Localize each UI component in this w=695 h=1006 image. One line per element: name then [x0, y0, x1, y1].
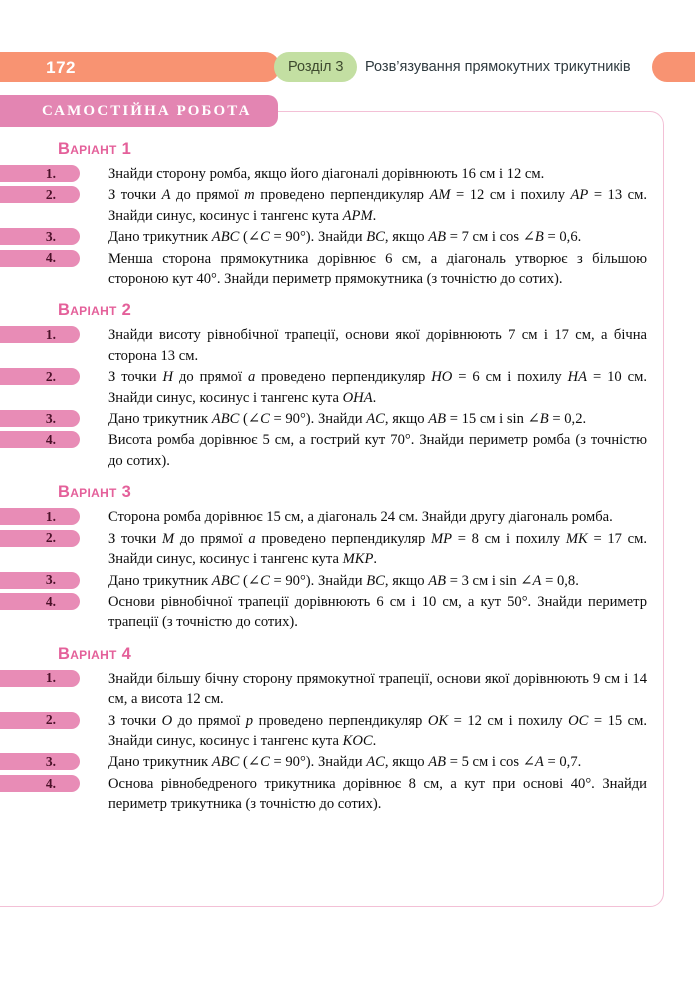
- task-number-badge: [0, 368, 80, 385]
- task-item: [0, 227, 695, 247]
- task-number: 2.: [45, 712, 56, 728]
- task-item: [0, 325, 695, 366]
- task-number: 1.: [45, 165, 56, 181]
- task-number-badge: [0, 326, 80, 343]
- chapter-pill: [274, 52, 357, 82]
- variant-block: [0, 483, 695, 632]
- task-item: [0, 430, 695, 471]
- chapter-pill-label: Розділ 3: [288, 58, 344, 75]
- task-number: 3.: [45, 572, 56, 588]
- task-item: [0, 249, 695, 290]
- task-number-badge: [0, 186, 80, 203]
- task-text: Дано трикутник ABC (∠C = 90°). Знайди AC, якщо AB = 5 см і cos ∠A = 0,7.: [108, 754, 582, 771]
- task-number: 1.: [45, 670, 56, 686]
- task-text: Менша сторона прямокутника дорівнює 6 см, а діагональ утворює з більшою стороною кут 40°. Знайди периметр прямокутника (з точністю до сотих).: [108, 250, 647, 288]
- section-banner: [0, 95, 278, 127]
- task-number: 3.: [45, 754, 56, 770]
- task-number-badge: [0, 508, 80, 525]
- variant-block: [0, 301, 695, 471]
- task-number-badge: [0, 165, 80, 182]
- task-number-badge: [0, 228, 80, 245]
- task-text: Знайди висоту рівнобічної трапеції, основи якої дорівнюють 7 см і 17 см, а бічна сторона 13 см.: [108, 327, 647, 364]
- task-list: [0, 669, 695, 815]
- task-item: [0, 529, 695, 570]
- variant-heading: Варіант 4: [58, 644, 132, 663]
- task-number-badge: [0, 712, 80, 729]
- task-item: [0, 571, 695, 591]
- section-banner-label: САМОСТІЙНА РОБОТА: [42, 102, 252, 119]
- task-item: [0, 592, 695, 633]
- task-number-badge: [0, 593, 80, 610]
- task-number: 4.: [45, 432, 56, 448]
- task-number-badge: [0, 250, 80, 267]
- task-item: [0, 367, 695, 408]
- task-text: З точки M до прямої a проведено перпендикуляр MP = 8 см і похилу MK = 17 см. Знайди синус, косинус і тангенс кута MKP.: [108, 530, 648, 568]
- task-number-badge: [0, 410, 80, 427]
- variant-block: [0, 645, 695, 815]
- task-text: Знайди більшу бічну сторону прямокутної трапеції, основи якої дорівнюють 9 см і 14 см, а висота 12 см.: [108, 670, 647, 708]
- task-number: 2.: [45, 530, 56, 546]
- task-number-badge: [0, 431, 80, 448]
- task-item: [0, 752, 695, 772]
- task-item: [0, 409, 695, 429]
- task-number: 4.: [45, 775, 56, 791]
- variant-block: [0, 140, 695, 289]
- page-number-bar: [0, 52, 280, 82]
- task-number: 4.: [45, 593, 56, 609]
- task-number-badge: [0, 530, 80, 547]
- task-number: 3.: [45, 228, 56, 244]
- variant-heading: Варіант 3: [58, 483, 132, 502]
- header-right-tab: [652, 52, 695, 82]
- task-item: [0, 164, 695, 184]
- task-list: [0, 325, 695, 471]
- task-number-badge: [0, 753, 80, 770]
- task-text: З точки O до прямої p проведено перпендикуляр OK = 12 см і похилу OC = 15 см. Знайди синус, косинус і тангенс кута KOC.: [108, 712, 648, 749]
- task-text: Основа рівнобедреного трикутника дорівнює 8 см, а кут при основі 40°. Знайди периметр трикутника (з точністю до сотих).: [108, 775, 647, 813]
- task-number: 2.: [45, 187, 56, 203]
- task-text: Дано трикутник ABC (∠C = 90°). Знайди BC, якщо AB = 7 см і cos ∠B = 0,6.: [108, 229, 582, 246]
- task-number: 2.: [45, 369, 56, 384]
- task-number-badge: [0, 572, 80, 589]
- variant-heading: Варіант 1: [58, 140, 132, 158]
- task-text: Знайди сторону ромба, якщо його діагоналі дорівнюють 16 см і 12 см.: [108, 166, 545, 182]
- task-text: Дано трикутник ABC (∠C = 90°). Знайди AC, якщо AB = 15 см і sin ∠B = 0,2.: [108, 411, 587, 428]
- task-text: Дано трикутник ABC (∠C = 90°). Знайди BC, якщо AB = 3 см і sin ∠A = 0,8.: [108, 572, 579, 589]
- worksheet-content: [0, 140, 695, 827]
- task-text: З точки A до прямої m проведено перпендикуляр AM = 12 см і похилу AP = 13 см. Знайди синус, косинус і тангенс кута APM.: [108, 187, 647, 224]
- task-number: 3.: [45, 410, 56, 426]
- task-number: 4.: [45, 250, 56, 266]
- task-item: [0, 711, 695, 752]
- task-text: З точки H до прямої a проведено перпендикуляр HO = 6 см і похилу HA = 10 см. Знайди синус, косинус і тангенс кута OHA.: [108, 369, 648, 406]
- task-item: [0, 669, 695, 710]
- task-item: [0, 507, 695, 527]
- task-text: Сторона ромба дорівнює 15 см, а діагональ 24 см. Знайди другу діагональ ромба.: [108, 509, 613, 526]
- task-item: [0, 185, 695, 226]
- page-header: [0, 52, 695, 82]
- task-text: Основи рівнобічної трапеції дорівнюють 6 см і 10 см, а кут 50°. Знайди периметр трапеції (з точністю до сотих).: [108, 593, 647, 631]
- task-text: Висота ромба дорівнює 5 см, а гострий кут 70°. Знайди периметр ромба (з точністю до сотих).: [108, 432, 647, 469]
- task-number-badge: [0, 775, 80, 792]
- chapter-title: Розв’язування прямокутних трикутників: [365, 58, 631, 75]
- task-number: 1.: [45, 327, 56, 343]
- task-number: 1.: [45, 509, 56, 525]
- task-list: [0, 164, 695, 289]
- task-number-badge: [0, 670, 80, 687]
- task-list: [0, 507, 695, 632]
- task-item: [0, 774, 695, 815]
- variant-heading: Варіант 2: [58, 301, 132, 320]
- page-number: 172: [46, 57, 76, 77]
